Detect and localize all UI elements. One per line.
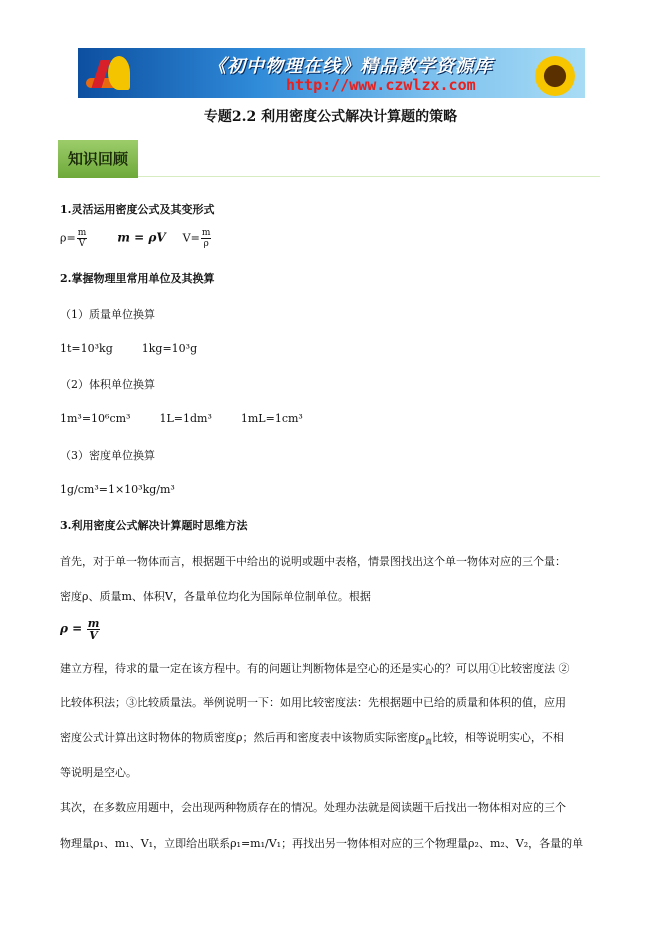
subscript-true: 真 <box>424 738 432 747</box>
mass-conversion: 1kg=10³g <box>141 342 198 355</box>
formula-volume-fraction <box>201 228 212 249</box>
volume-conversion: 1mL=1cm³ <box>240 412 303 425</box>
formula-volume-lhs: V= <box>182 231 200 245</box>
header-banner <box>78 48 585 98</box>
paragraph-line: 首先，对于单一物体而言，根据题干中给出的说明或题中表格，情景图找出这个单一物体对应的三个量： <box>60 555 566 568</box>
banner-title: 《初中物理在线》精品教学资源库 <box>208 56 493 77</box>
frac-den: ρ <box>203 239 209 249</box>
formula-lhs: ρ = <box>60 621 83 636</box>
frac-den: V <box>89 629 98 642</box>
density-conversion: 1g/cm³=1×10³kg/m³ <box>60 483 175 496</box>
paragraph-line: 比较体积法；③比较质量法。举例说明一下：如用比较密度法：先根据题中已给的质量和体积的值，应用 <box>60 696 566 709</box>
paragraph-line: 建立方程，待求的量一定在该方程中。有的问题让判断物体是空心的还是实心的？可以用①比较密度法 ② <box>60 662 570 675</box>
volume-units-row <box>60 412 303 425</box>
sunflower-icon <box>535 56 575 96</box>
formula-density-fraction <box>77 228 88 249</box>
paragraph-line: 密度ρ、质量m、体积V，各量单位均化为国际单位制单位。根据 <box>60 590 371 603</box>
mass-units-row <box>60 342 197 355</box>
mass-conversion: 1t=10³kg <box>60 342 113 355</box>
text-run: 密度公式计算出这时物体的物质密度ρ；然后再和密度表中该物质实际密度ρ <box>60 731 425 744</box>
page-title: 专题2.2 利用密度公式解决计算题的策略 <box>203 109 458 125</box>
frac-num: m <box>77 228 87 238</box>
formula-mass: m = ρV <box>117 230 166 245</box>
section-divider <box>138 176 600 177</box>
paragraph-line: 其次，在多数应用题中，会出现两种物质存在的情况。处理办法就是阅读题干后找出一物体相对应的三个 <box>60 801 566 814</box>
density-formula <box>60 618 101 641</box>
s1-heading: 1.灵活运用密度公式及其变形式 <box>60 203 215 216</box>
formula-row <box>60 228 212 249</box>
volume-conversion: 1m³=10⁶cm³ <box>60 412 131 425</box>
formula-fraction <box>87 618 101 641</box>
s2-sub3: （3）密度单位换算 <box>60 449 155 462</box>
volume-conversion: 1L=1dm³ <box>159 412 212 425</box>
banner-url[interactable]: http://www.czwlzx.com <box>286 76 476 94</box>
s2-sub1: （1）质量单位换算 <box>60 308 155 321</box>
frac-num: m <box>87 617 100 630</box>
frac-den: V <box>78 239 86 249</box>
text-run: 比较，相等说明实心，不相 <box>431 731 564 744</box>
frac-num: m <box>201 228 211 238</box>
formula-density-lhs: ρ= <box>60 231 76 245</box>
paragraph-line <box>60 729 564 747</box>
section-header: 知识回顾 <box>58 140 138 178</box>
paragraph-line: 等说明是空心。 <box>60 766 137 779</box>
paragraph-line: 物理量ρ₁、m₁、V₁，立即给出联系ρ₁=m₁/V₁；再找出另一物体相对应的三个物理量ρ₂、m₂、V₂，各量的单 <box>60 837 584 850</box>
logo-yellow-flame <box>108 56 130 90</box>
s2-heading: 2.掌握物理里常用单位及其换算 <box>60 272 215 285</box>
s2-sub2: （2）体积单位换算 <box>60 378 155 391</box>
s3-heading: 3.利用密度公式解决计算题时思维方法 <box>60 519 248 532</box>
